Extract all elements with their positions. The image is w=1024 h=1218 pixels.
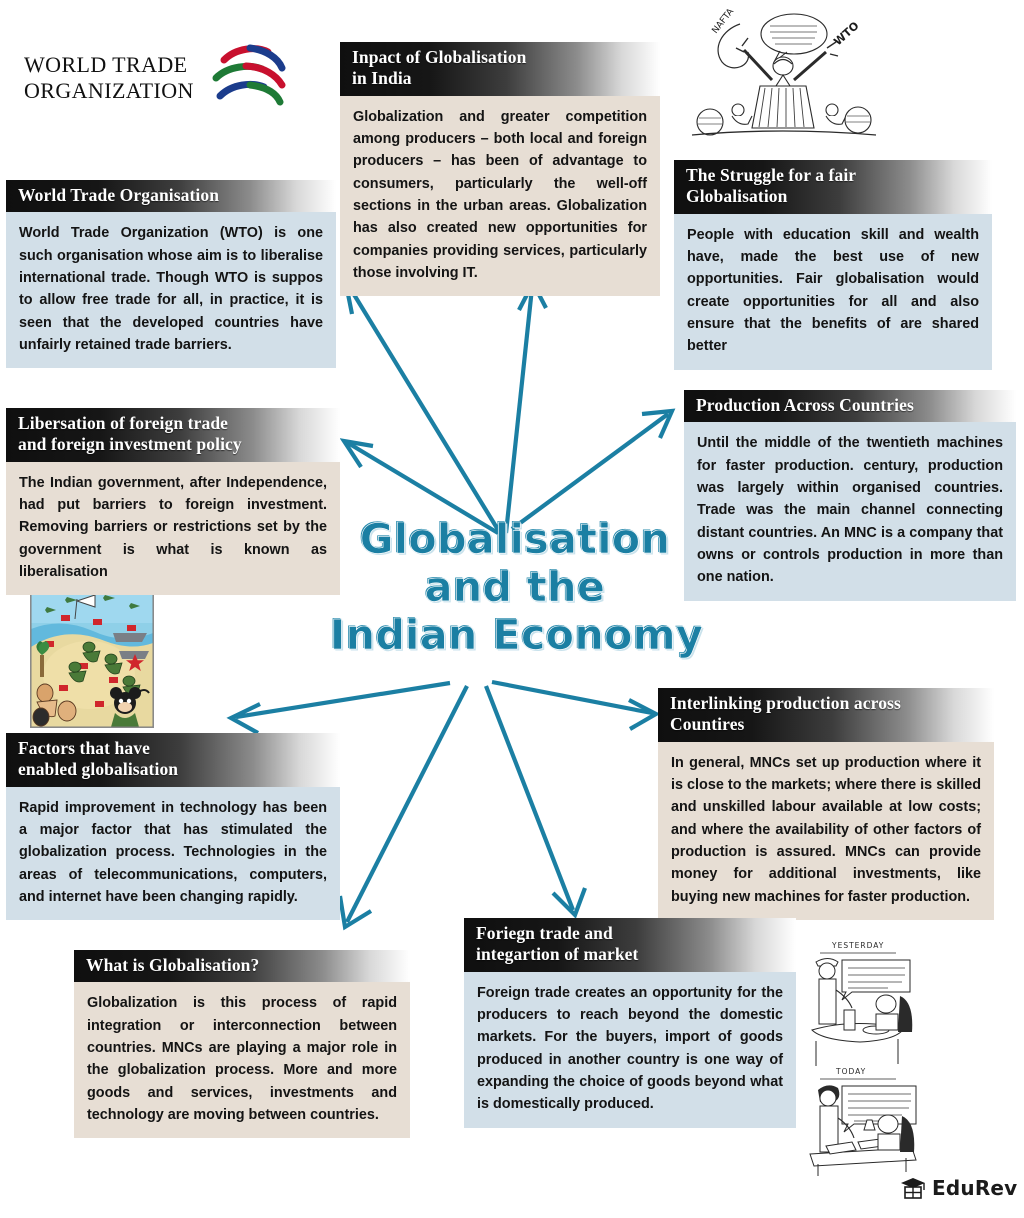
heading-line-1: Factors that have [18,738,150,758]
wto-logo-line1: WORLD TRADE [24,52,188,77]
arrow-to-impact-in-india [506,283,546,533]
card-what-is-globalisation-heading: What is Globalisation? [74,950,410,982]
center-title-line2: and the [424,562,606,611]
card-liberation-foreign-trade [6,408,340,595]
heading-line-1: Foriegn trade and [476,923,613,943]
heading-line-1: Inpact of Globalisation [352,47,527,67]
card-impact-in-india-heading [340,42,660,96]
heading-line-1: Libersation of foreign trade [18,413,229,433]
card-production-across-countries-body: Until the middle of the twentieth machines for faster production. century, production was largely within organised countries. Trade was the main channel connecting distant countries. An MNC is a company that owns or controls production in more than one nation. [684,422,1016,600]
heading-line-1: Interlinking production across [670,693,901,713]
card-world-trade-organisation-body: World Trade Organization (WTO) is one such organisation whose aim is to liberalise international trade. Though WTO is suppos to allow free trade for all, in practice, it is seen that the developed countries have unfairly retained trade barriers. [6,212,336,368]
card-factors-enabled-globalisation [6,733,340,920]
card-world-trade-organisation-heading: World Trade Organisation [6,180,336,212]
card-foreign-trade-integration-body: Foreign trade creates an opportunity for the producers to reach beyond the domestic markets. For the buyers, import of goods produced in another country is one way of expanding the choice of goods beyond what is domestically produced. [464,972,796,1128]
arrow-to-struggle-fair-globalisation [512,411,672,529]
card-struggle-fair-globalisation [674,160,992,370]
heading-line-2: integartion of market [476,944,639,965]
card-production-across-countries [684,390,1016,601]
wto-nafta-cartoon-image [686,4,882,140]
card-foreign-trade-integration [464,918,796,1128]
graduation-cap-icon [900,1176,926,1200]
card-foreign-trade-integration-heading [464,918,796,972]
svg-text:WTO: WTO [831,19,862,49]
yesterday-today-cartoon-art [806,938,938,1178]
heading-line-2: Countires [670,714,745,735]
arrow-to-world-trade-organisation [346,284,500,533]
arrow-to-foreign-trade-integration [486,686,585,915]
svg-text:TODAY: TODAY [836,1067,867,1076]
edurev-brand-label: EduRev [932,1176,1018,1200]
heading-line-1: The Struggle for a fair [686,165,857,185]
wto-globe-arcs-icon [206,38,292,116]
wto-logo [24,48,294,110]
center-title [330,515,704,660]
card-interlinking-production-body: In general, MNCs set up production where it is close to the markets; where there is skilled and unskilled labour available at low costs; and where the availability of other factors of production is assured. MNCs can provide money for additional investments, like buying new machines for faster production. [658,742,994,920]
card-liberation-foreign-trade-heading [6,408,340,462]
arrow-to-factors-enabled-globalisation [231,683,450,733]
edurev-watermark [900,1176,1017,1200]
card-struggle-fair-globalisation-heading [674,160,992,214]
arrow-to-interlinking-production [492,682,656,729]
card-production-across-countries-heading: Production Across Countries [684,390,1016,422]
center-title-line1: Globalisation [359,515,671,563]
center-title-line3: Indian Economy [330,610,704,659]
card-what-is-globalisation-body: Globalization is this process of rapid integration or interconnection between countries. MNCs are playing a major role in the globalization process. More and more goods and services, investments and technology are moving between countries. [74,982,410,1138]
beach-invasion-cartoon-image [30,588,154,728]
heading-line-2: enabled globalisation [18,759,179,780]
wto-logo-text [24,52,194,104]
beach-invasion-cartoon-art [31,589,153,727]
card-interlinking-production-heading [658,688,994,742]
card-interlinking-production [658,688,994,920]
heading-line-2: Globalisation [686,186,788,207]
card-struggle-fair-globalisation-body: People with education skill and wealth have, made the best use of new opportunities. Fair globalisation would create opportunities for all and also ensure that the benefits of are shared better [674,214,992,370]
card-factors-enabled-globalisation-heading [6,733,340,787]
card-world-trade-organisation [6,180,336,368]
heading-line-2: and foreign investment policy [18,434,242,455]
svg-text:NAFTA: NAFTA [710,6,737,36]
wto-logo-line2: ORGANIZATION [24,77,194,103]
card-what-is-globalisation [74,950,410,1138]
arrow-to-what-is-globalisation [340,686,467,927]
svg-text:YESTERDAY: YESTERDAY [832,941,885,950]
card-impact-in-india [340,42,660,296]
wto-nafta-cartoon-art [686,4,882,140]
heading-line-2: in India [352,68,412,89]
card-impact-in-india-body: Globalization and greater competition among producers – both local and foreign producers – has been of advantage to consumers, particularly the well-off sections in the urban areas. Globalization has also created new opportunities for companies providing services, particularly those involving IT. [340,96,660,297]
card-factors-enabled-globalisation-body: Rapid improvement in technology has been a major factor that has stimulated the globalization process. Technologies in the areas of telecommunications, computers, and internet have been changing rapidly. [6,787,340,921]
yesterday-today-cartoon-image [806,938,938,1178]
card-liberation-foreign-trade-body: The Indian government, after Independence, had put barriers to foreign investment. Removing barriers or restrictions set by the government is what is known as liberalisation [6,462,340,596]
